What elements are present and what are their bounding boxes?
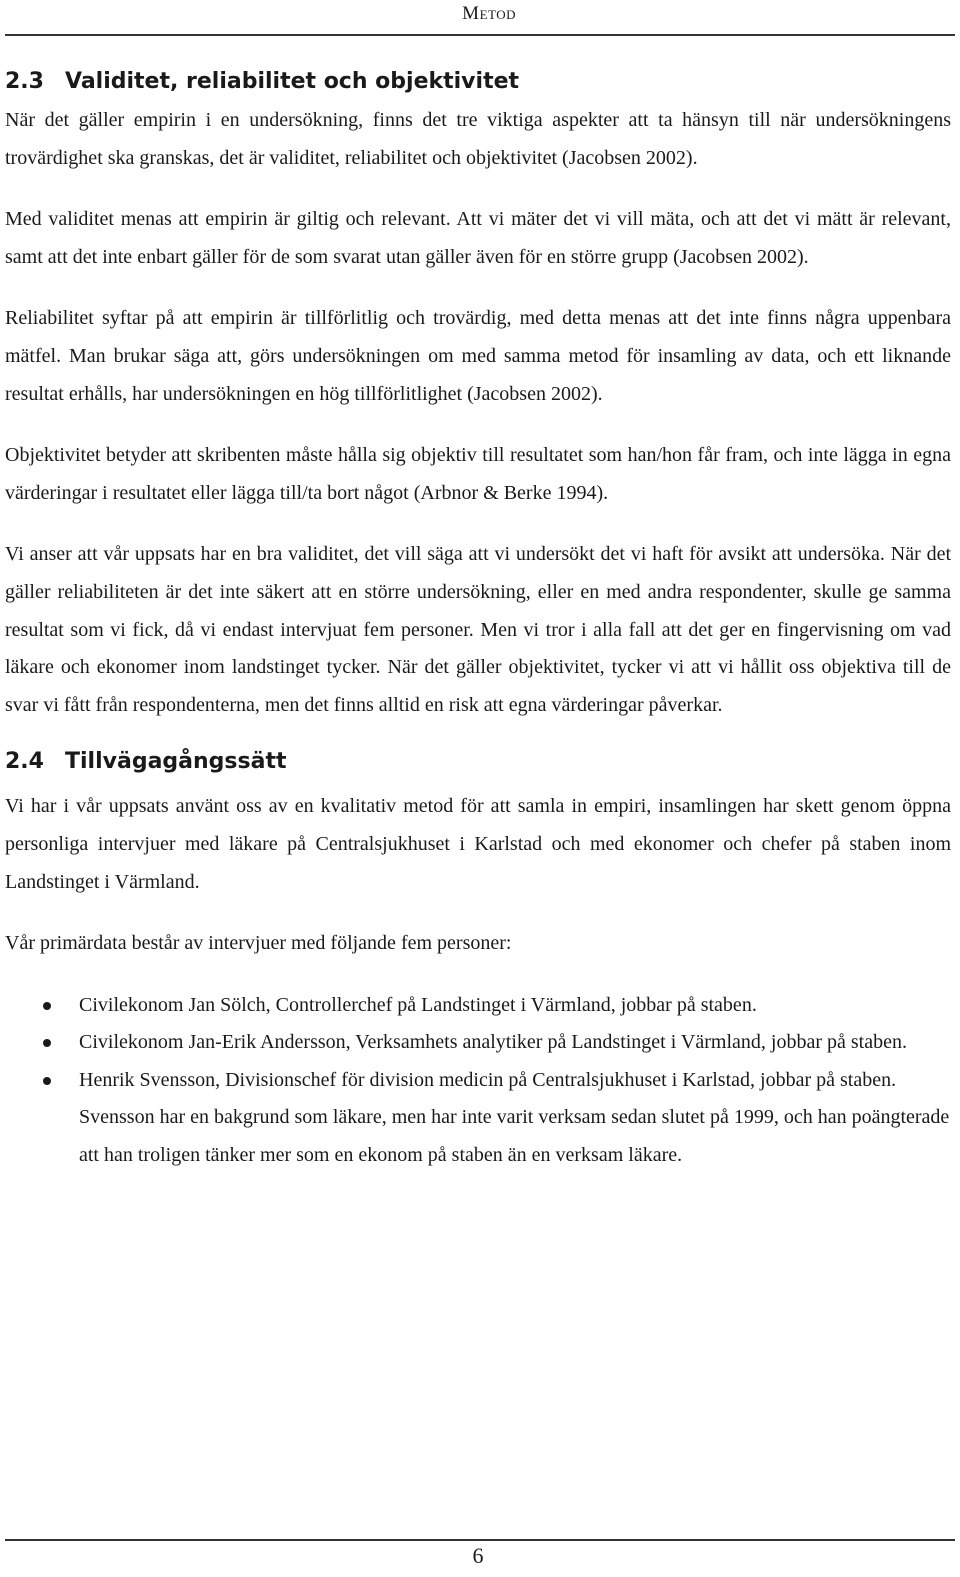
list-item-text: Civilekonom Jan-Erik Andersson, Verksamhets analytiker på Landstinget i Värmland, jobbar på staben.	[79, 1031, 907, 1054]
paragraph: Vi anser att vår uppsats har en bra validitet, det vill säga att vi undersökt det vi haft för avsikt att undersöka. När det gäller reliabiliteten är det inte säkert att en större undersökning, eller en med andra respondenter, skulle ge samma resultat som vi fick, då vi endast intervjuat fem personer. Men vi tror i alla fall att det ger en fingervisning om vad läkare och ekonomer inom landstinget tycker. När det gäller objektivitet, tycker vi att vi hållit oss objektiva till de svar vi fått från respondenterna, men det finns alltid en risk att egna värderingar påverkar.	[5, 543, 951, 716]
page-body	[5, 62, 951, 1175]
section-heading-2-4	[5, 742, 951, 782]
footer-divider	[5, 1539, 955, 1541]
running-header-title: Metod	[462, 3, 516, 24]
section-number: 2.4	[5, 749, 44, 775]
paragraph: Vår primärdata består av intervjuer med följande fem personer:	[5, 932, 512, 955]
page-number: 6	[472, 1543, 484, 1568]
list-item	[5, 1062, 951, 1175]
bullet-icon	[43, 1077, 51, 1085]
interviewee-list	[5, 987, 951, 1175]
bullet-icon	[43, 1002, 51, 1010]
list-item	[5, 987, 951, 1025]
paragraph: När det gäller empirin i en undersökning, finns det tre viktiga aspekter att ta hänsyn till när undersökningens trovärdighet ska granskas, det är validitet, reliabilitet och objektivitet (Jacobsen 2002).	[5, 109, 951, 169]
page-header	[0, 0, 960, 40]
section-heading-2-3	[5, 62, 951, 102]
paragraph: Reliabilitet syftar på att empirin är tillförlitlig och trovärdig, med detta menas att det inte finns några uppenbara mätfel. Man brukar säga att, görs undersökningen om med samma metod för insamling av data, och ett liknande resultat erhålls, har undersökningen en hög tillförlitlighet (Jacobsen 2002).	[5, 307, 951, 405]
paragraph: Med validitet menas att empirin är giltig och relevant. Att vi mäter det vi vill mäta, och att det vi mätt är relevant, samt att det inte enbart gäller för de som svarat utan gäller även för en större grupp (Jacobsen 2002).	[5, 208, 951, 268]
bullet-icon	[43, 1039, 51, 1047]
paragraph: Objektivitet betyder att skribenten måste hålla sig objektiv till resultatet som han/hon får fram, och inte lägga in egna värderingar i resultatet eller lägga till/ta bort något (Arbnor & Berke 1994).	[5, 444, 951, 504]
section-title: Tillvägagångssätt	[65, 749, 287, 775]
list-item	[5, 1024, 951, 1062]
section-title: Validitet, reliabilitet och objektivitet	[65, 69, 520, 94]
section-number: 2.3	[5, 69, 44, 94]
header-divider	[5, 34, 955, 36]
paragraph: Vi har i vår uppsats använt oss av en kvalitativ metod för att samla in empiri, insamlingen har skett genom öppna personliga intervjuer med läkare på Centralsjukhuset i Karlstad och med ekonomer och chefer på staben inom Landstinget i Värmland.	[5, 795, 951, 893]
page-footer	[0, 1535, 960, 1577]
list-item-text: Henrik Svensson, Divisionschef för division medicin på Centralsjukhuset i Karlstad, jobbar på staben. Svensson har en bakgrund som läkare, men har inte varit verksam sedan slutet på 1999, och han poängterade att han troligen tänker mer som en ekonom på staben än en verksam läkare.	[79, 1068, 950, 1167]
list-item-text: Civilekonom Jan Sölch, Controllerchef på Landstinget i Värmland, jobbar på staben.	[79, 993, 757, 1016]
